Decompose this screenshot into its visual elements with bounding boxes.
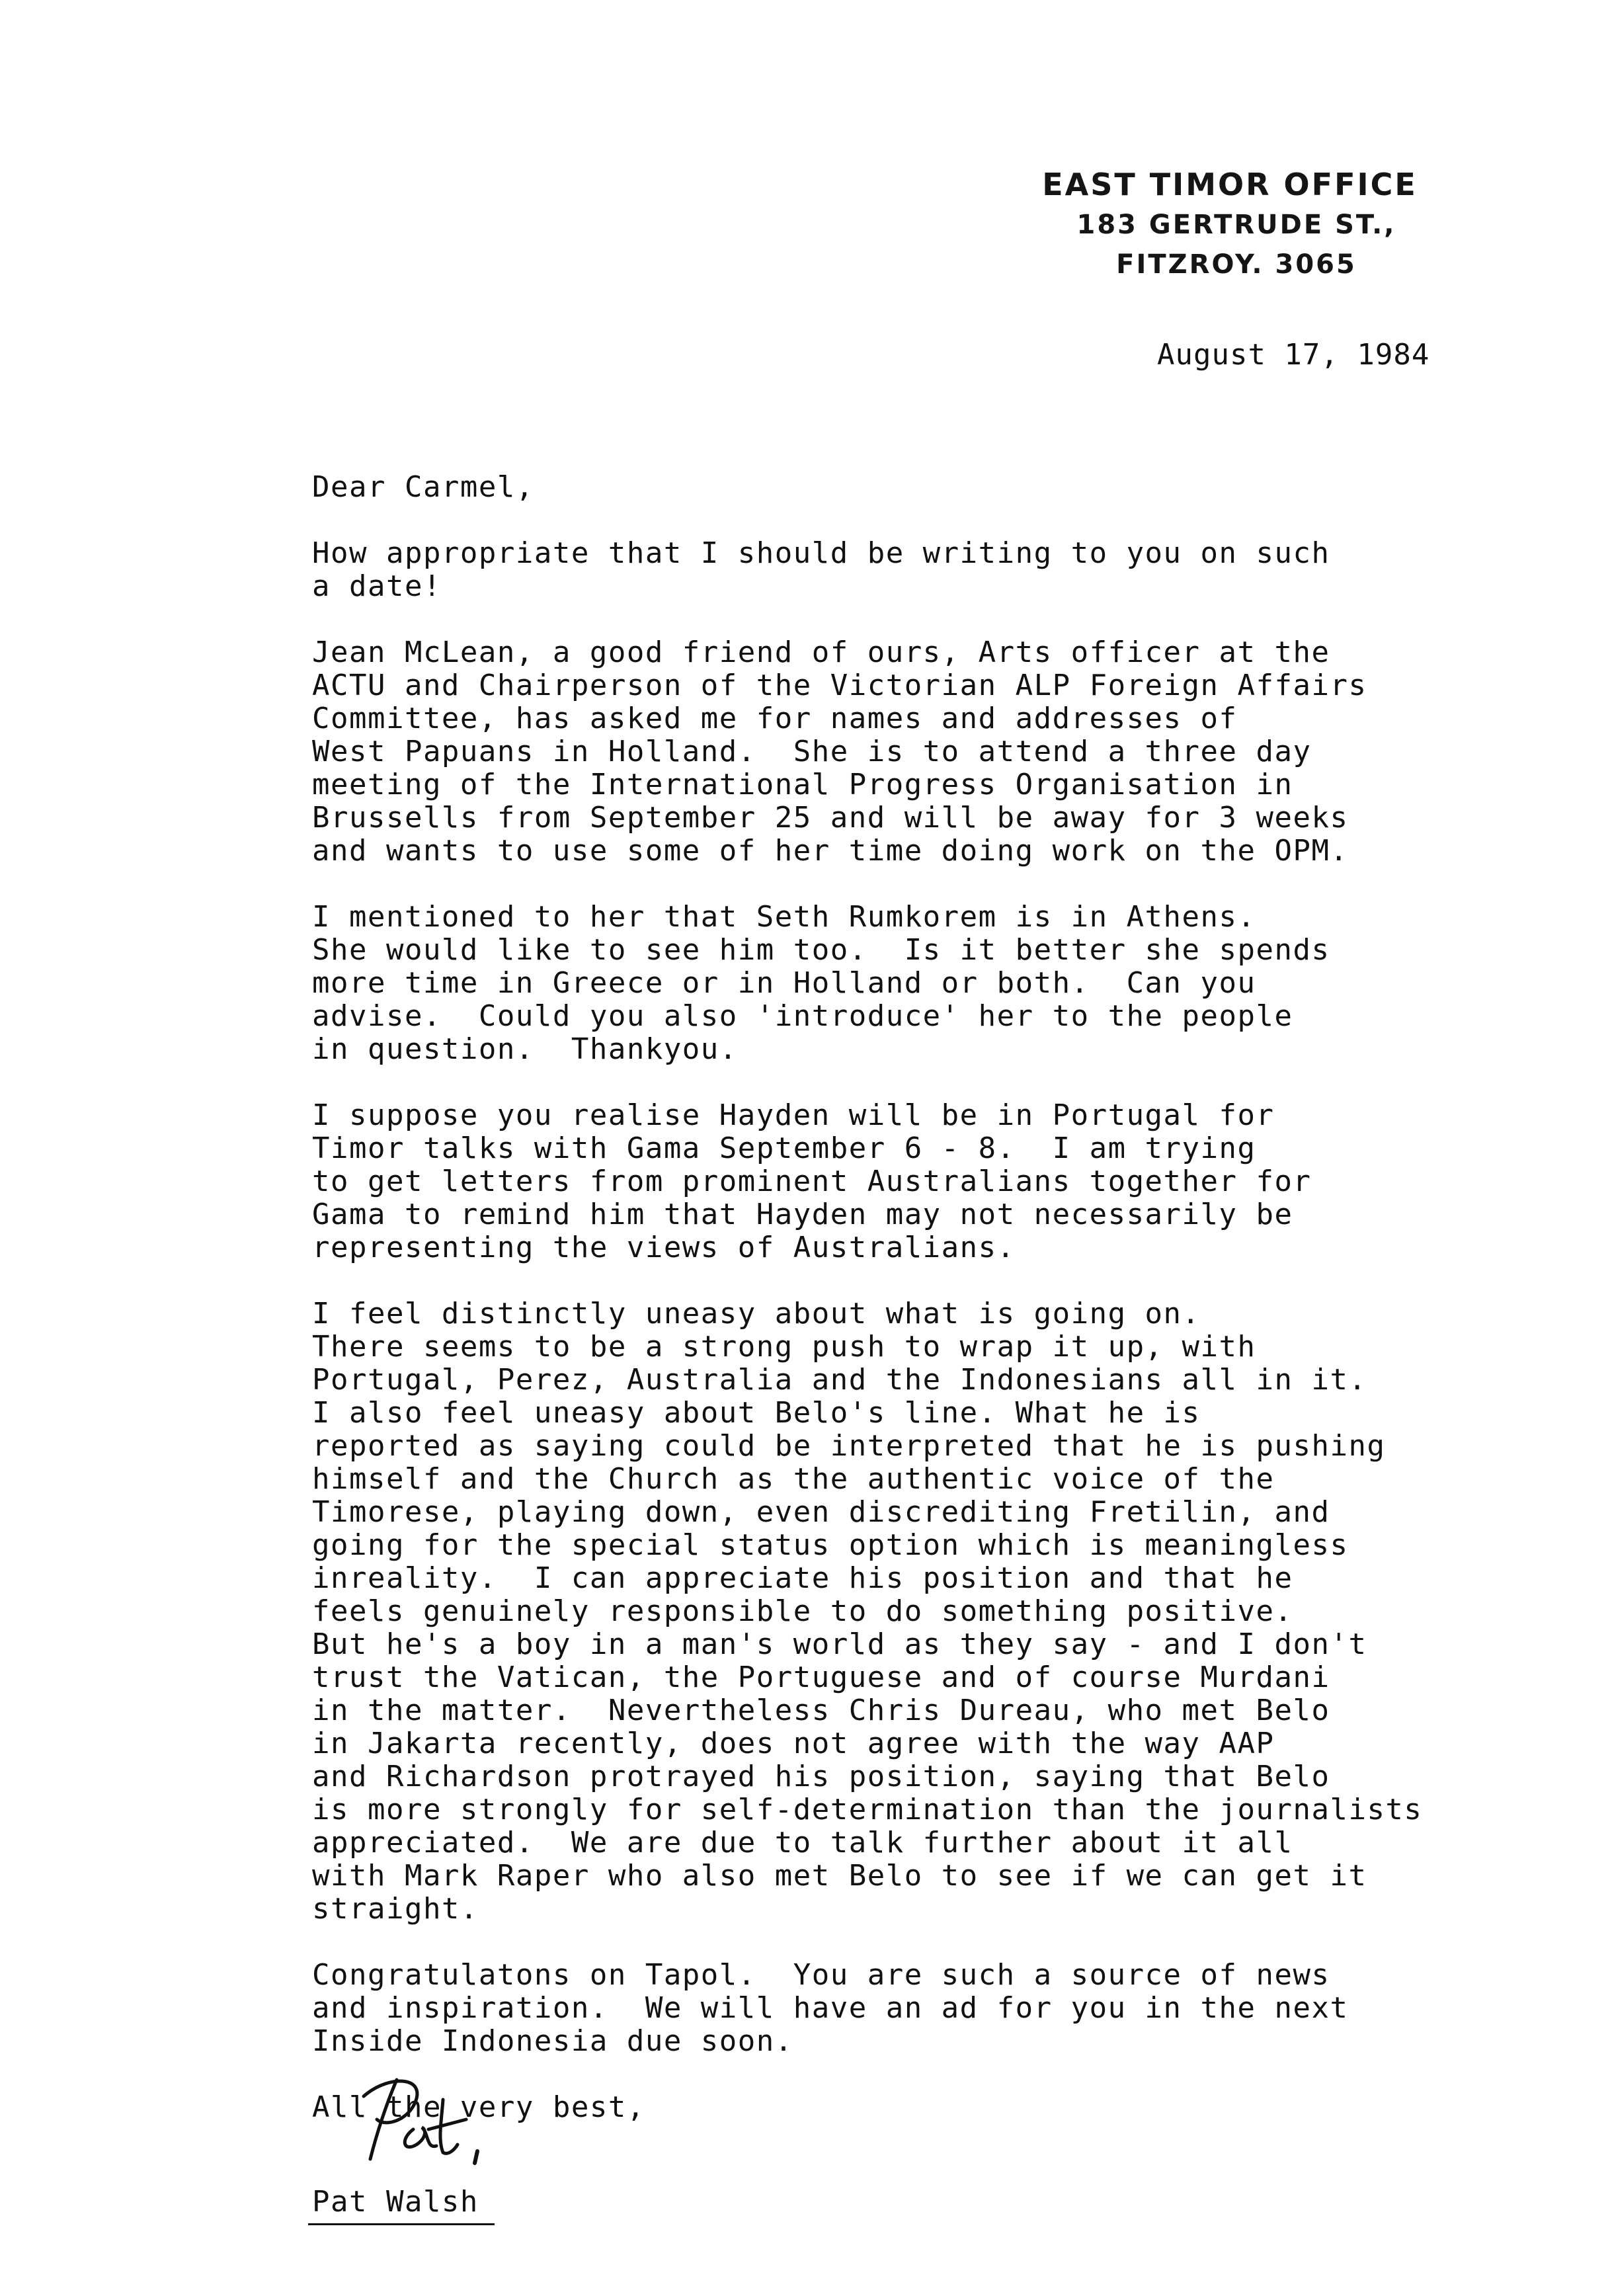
paragraph-line: advise. Could you also 'introduce' her to the people (312, 999, 1293, 1033)
paragraph-line: more time in Greece or in Holland or both. Can you (312, 966, 1256, 1000)
paragraph-line: meeting of the International Progress Organisation in (312, 768, 1293, 801)
paragraph-line: She would like to see him too. Is it better she spends (312, 933, 1330, 967)
paragraph-line: There seems to be a strong push to wrap it up, with (312, 1330, 1256, 1364)
paragraph-line: I mentioned to her that Seth Rumkorem is in Athens. (312, 900, 1256, 934)
closing: All the very best, (312, 2090, 645, 2124)
paragraph (312, 636, 1568, 868)
paragraph-line: Committee, has asked me for names and addresses of (312, 702, 1238, 735)
paragraph (312, 1099, 1568, 1264)
paragraph-line: ACTU and Chairperson of the Victorian ALP Foreign Affairs (312, 669, 1367, 702)
handwritten-signature (350, 2067, 496, 2166)
paragraph (312, 1297, 1568, 1926)
paragraph-line: in question. Thankyou. (312, 1032, 738, 1066)
paragraph-line: himself and the Church as the authentic voice of the (312, 1462, 1275, 1496)
letterhead-organization: EAST TIMOR OFFICE (1042, 167, 1418, 202)
paragraph-line: Portugal, Perez, Australia and the Indonesians all in it. (312, 1363, 1367, 1397)
paragraph-line: Jean McLean, a good friend of ours, Arts officer at the (312, 636, 1330, 669)
paragraph-line: and wants to use some of her time doing work on the OPM. (312, 834, 1349, 868)
paragraph-line: I feel distinctly uneasy about what is going on. (312, 1297, 1201, 1331)
signatory-underline (308, 2223, 495, 2225)
paragraph-line: How appropriate that I should be writing to you on such (312, 536, 1330, 570)
paragraph-line: reported as saying could be interpreted that he is pushing (312, 1429, 1386, 1463)
paragraph-line: West Papuans in Holland. She is to attend a three day (312, 735, 1312, 768)
letter-date: August 17, 1984 (1157, 338, 1430, 372)
letterhead (992, 164, 1468, 284)
paragraph (312, 901, 1568, 1066)
paragraph-line: in Jakarta recently, does not agree with the way AAP (312, 1727, 1275, 1760)
paragraph-line: and inspiration. We will have an ad for you in the next (312, 1991, 1349, 2025)
paragraph-line: with Mark Raper who also met Belo to see if we can get it (312, 1859, 1367, 1893)
paragraph-line: appreciated. We are due to talk further about it all (312, 1826, 1293, 1860)
paragraph (312, 1959, 1568, 2058)
paragraph-line: Gama to remind him that Hayden may not necessarily be (312, 1198, 1293, 1231)
letter-body (312, 471, 1568, 2124)
paragraph-line: a date! (312, 569, 442, 603)
paragraph-line: But he's a boy in a man's world as they say - and I don't (312, 1627, 1367, 1661)
signatory-name: Pat Walsh (312, 2185, 479, 2219)
paragraph-line: Congratulatons on Tapol. You are such a source of news (312, 1958, 1330, 1992)
paragraph (312, 537, 1568, 603)
paragraph-line: and Richardson protrayed his position, saying that Belo (312, 1760, 1330, 1793)
salutation: Dear Carmel, (312, 470, 534, 504)
paragraph-line: is more strongly for self-determination than the journalists (312, 1793, 1423, 1826)
paragraph-line: I also feel uneasy about Belo's line. What he is (312, 1396, 1201, 1430)
paragraph-line: representing the views of Australians. (312, 1231, 1016, 1264)
letterhead-city: FITZROY. 3065 (1116, 249, 1357, 280)
paragraph-line: feels genuinely responsible to do something positive. (312, 1594, 1293, 1628)
signature-scribble (350, 2067, 496, 2166)
paragraph-line: going for the special status option which is meaningless (312, 1528, 1349, 1562)
letterhead-street: 183 GERTRUDE ST., (1076, 210, 1396, 240)
paragraph-line: to get letters from prominent Australians together for (312, 1165, 1312, 1198)
paragraph-line: Brussells from September 25 and will be away for 3 weeks (312, 801, 1349, 835)
paragraph-line: inreality. I can appreciate his position and that he (312, 1561, 1293, 1595)
paragraph-line: trust the Vatican, the Portuguese and of course Murdani (312, 1660, 1330, 1694)
paragraph-line: in the matter. Nevertheless Chris Dureau, who met Belo (312, 1694, 1330, 1727)
paragraph-line: I suppose you realise Hayden will be in Portugal for (312, 1098, 1275, 1132)
paragraph-line: straight. (312, 1892, 479, 1926)
paragraph-line: Timor talks with Gama September 6 - 8. I am trying (312, 1131, 1256, 1165)
paragraphs (312, 537, 1568, 2058)
paragraph-line: Timorese, playing down, even discrediting Fretilin, and (312, 1495, 1330, 1529)
paragraph-line: Inside Indonesia due soon. (312, 2024, 793, 2058)
